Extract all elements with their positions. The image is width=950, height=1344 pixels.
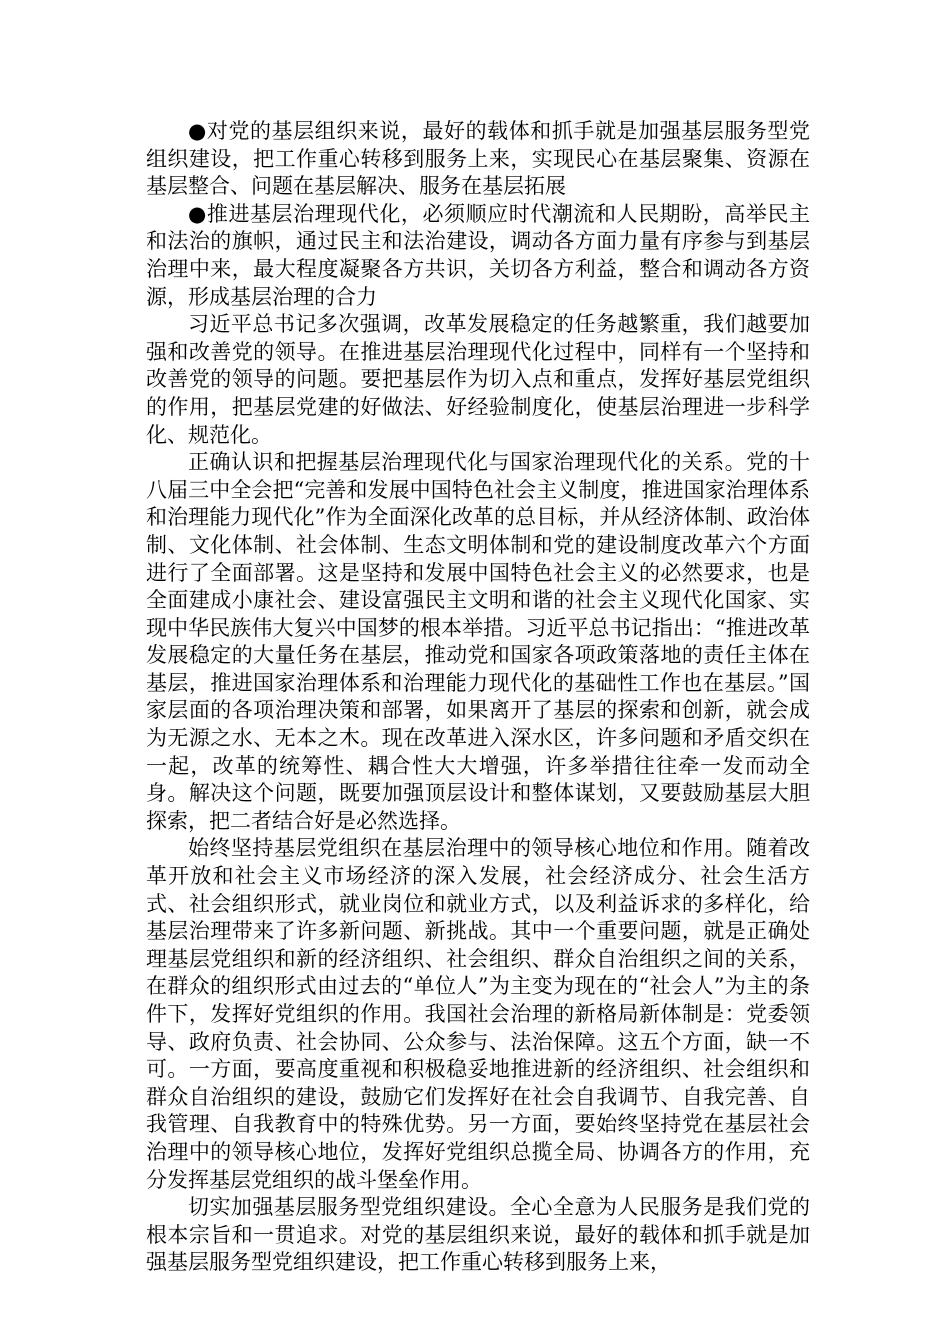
paragraph-grassroots-vs-national-governance: 正确认识和把握基层治理现代化与国家治理现代化的关系。党的十八届三中全会把“完善和发展中国特色社会主义制度，推进国家治理体系和治理能力现代化”作为全面深化改革的总目标，并从经济体制、政治体制、文化体制、社会体制、生态文明体制和党的建设制度改革六个方面进行了全面部署。这是坚持和发展中国特色社会主义的必然要求，也是全面建成小康社会、建设富强民主文明和谐的社会主义现代化国家、实现中华民族伟大复兴中国梦的根本举措。习近平总书记指出：“推进改革发展稳定的大量任务在基层，推动党和国家各项政策落地的责任主体在基层，推进国家治理体系和治理能力现代化的基础性工作也在基层。”国家层面的各项治理决策和部署，如果离开了基层的探索和创新，就会成为无源之水、无本之木。现在改革进入深水区，许多问题和矛盾交织在一起，改革的统筹性、耦合性大大增强，许多举措往往牵一发而动全身。解决这个问题，既要加强顶层设计和整体谋划，又要鼓励基层大胆探索，把二者结合好是必然选择。 <box>146 450 810 833</box>
summary-point-service-party: ●对党的基层组织来说，最好的载体和抓手就是加强基层服务型党组织建设，把工作重心转移到服务上来，实现民心在基层聚集、资源在基层整合、问题在基层解决、服务在基层拓展 <box>146 119 810 199</box>
document-page <box>146 118 810 1277</box>
paragraph-party-core-role: 始终坚持基层党组织在基层治理中的领导核心地位和作用。随着改革开放和社会主义市场经济的深入发展，社会经济成分、社会生活方式、社会组织形式，就业岗位和就业方式，以及利益诉求的多样化，给基层治理带来了许多新问题、新挑战。其中一个重要问题，就是正确处理基层党组织和新的经济组织、社会组织、群众自治组织之间的关系，在群众的组织形式由过去的“单位人”为主变为现在的“社会人”为主的条件下，发挥好党组织的作用。我国社会治理的新格局新体制是：党委领导、政府负责、社会协同、公众参与、法治保障。这五个方面，缺一不可。一方面，要高度重视和积极稳妥地推进新的经济组织、社会组织和群众自治组织的建设，鼓励它们发挥好在社会自我调节、自我完善、自我管理、自我教育中的特殊优势。另一方面，要始终坚持党在基层社会治理中的领导核心地位，发挥好党组织总揽全局、协调各方的作用，充分发挥基层党组织的战斗堡垒作用。 <box>146 836 810 1192</box>
paragraph-party-leadership: 习近平总书记多次强调，改革发展稳定的任务越繁重，我们越要加强和改善党的领导。在推进基层治理现代化过程中，同样有一个坚持和改善党的领导的问题。要把基层作为切入点和重点，发挥好基层党组织的作用，把基层党建的好做法、好经验制度化，使基层治理进一步科学化、规范化。 <box>146 312 810 447</box>
paragraph-service-oriented-party: 切实加强基层服务型党组织建设。全心全意为人民服务是我们党的根本宗旨和一贯追求。对党的基层组织来说，最好的载体和抓手就是加强基层服务型党组织建设，把工作重心转移到服务上来， <box>146 1195 810 1275</box>
summary-point-governance-modernization: ●推进基层治理现代化，必须顺应时代潮流和人民期盼，高举民主和法治的旗帜，通过民主和法治建设，调动各方面力量有序参与到基层治理中来，最大程度凝聚各方共识，关切各方利益，整合和调动各方资源，形成基层治理的合力 <box>146 201 810 309</box>
